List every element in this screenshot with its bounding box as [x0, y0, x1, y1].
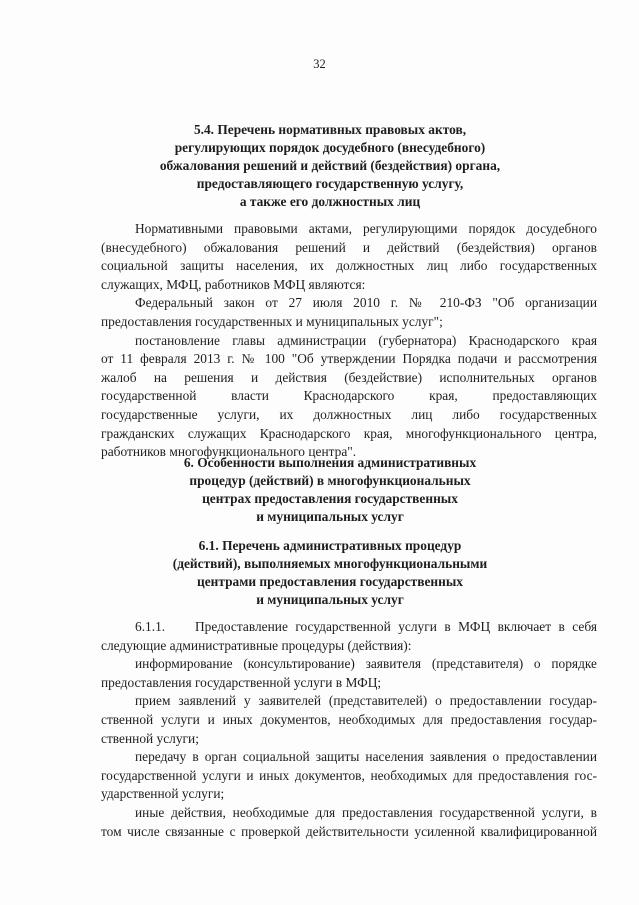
text-line: том числе связанные с проверкой действительности усиленной квалифицированной: [101, 823, 597, 839]
heading-line: процедур (действий) в многофункциональных: [189, 473, 471, 488]
text-line: ственной услуги и иных документов, необходимых для предоставления государ-: [101, 711, 597, 727]
heading-line: 6. Особенности выполнения административных: [183, 455, 477, 470]
heading-line: центрах предоставления государственных: [202, 491, 458, 506]
section-6-1-body: [101, 618, 597, 841]
text-line: Нормативными правовыми актами, регулирующими порядок досудебного: [135, 221, 597, 236]
text-line: жалоб на решения и действия (бездействие) исполнительных органов: [101, 369, 597, 385]
page-number: 32: [313, 57, 326, 71]
text-line: от 11 февраля 2013 г. № 100 "Об утверждении Порядка подачи и рассмотрения: [101, 351, 597, 367]
section-5-4-heading: [60, 121, 600, 211]
heading-line: регулирующих порядок досудебного (внесудебного): [174, 140, 486, 155]
paragraph: [101, 332, 597, 462]
section-5-4-body: [101, 220, 597, 462]
paragraph: [101, 294, 597, 331]
paragraph: [101, 618, 597, 655]
text-line: государственной услуги и иных документов, необходимых для предоставления гос-: [101, 767, 597, 783]
text-line: прием заявлений у заявителей (представителей) о предоставлении государ-: [135, 693, 597, 709]
heading-line: предоставляющего государственную услугу,: [196, 176, 464, 191]
text-line: предоставления государственной услуги в МФЦ;: [101, 674, 382, 690]
paragraph: [101, 804, 597, 841]
text-line: следующие административные процедуры (действия):: [101, 637, 412, 653]
heading-line: и муниципальных услуг: [256, 592, 404, 607]
text-line: государственной власти Краснодарского края, предоставляющих: [101, 388, 597, 404]
heading-line: 5.4. Перечень нормативных правовых актов,: [193, 122, 467, 137]
section-6-heading: [60, 454, 600, 526]
text-line: гражданских служащих Краснодарского края, многофункционального центра,: [101, 425, 597, 441]
paragraph: [101, 748, 597, 804]
text-line: 6.1.1. Предоставление государственной услуги в МФЦ включает в себя: [135, 619, 597, 634]
text-line: иные действия, необходимые для предоставления государственной услуги, в: [135, 804, 597, 820]
text-line: ственной услуги;: [101, 730, 199, 746]
text-line: Федеральный закон от 27 июля 2010 г. № 210-ФЗ "Об организации: [135, 295, 597, 311]
heading-line: (действий), выполняемых многофункциональными: [172, 556, 488, 571]
heading-line: центрами предоставления государственных: [196, 574, 463, 589]
heading-line: и муниципальных услуг: [256, 509, 404, 524]
paragraph: [101, 692, 597, 748]
paragraph: [101, 220, 597, 294]
text-line: постановление главы администрации (губернатора) Краснодарского края: [135, 332, 597, 348]
paragraph: [101, 655, 597, 692]
heading-line: а также его должностных лиц: [239, 194, 421, 209]
text-line: информирование (консультирование) заявителя (представителя) о порядке: [135, 656, 597, 672]
heading-line: обжалования решений и действий (бездействия) органа,: [159, 158, 501, 173]
text-line: работников многофункционального центра".: [101, 444, 357, 460]
text-line: предоставления государственных и муниципальных услуг";: [101, 313, 443, 329]
heading-line: 6.1. Перечень административных процедур: [198, 538, 462, 553]
text-line: (внесудебного) обжалования решений и действий (бездействия) органов: [101, 239, 597, 255]
text-line: ударственной услуги;: [101, 786, 225, 802]
text-line: служащих, МФЦ, работников МФЦ являются:: [101, 276, 366, 292]
text-line: передачу в орган социальной защиты населения заявления о предоставлении: [135, 749, 597, 765]
text-line: социальной защиты населения, их должностных лиц либо государственных: [101, 258, 597, 274]
text-line: государственные услуги, их должностных лиц либо государственных: [101, 406, 597, 422]
section-6-1-heading: [60, 537, 600, 609]
